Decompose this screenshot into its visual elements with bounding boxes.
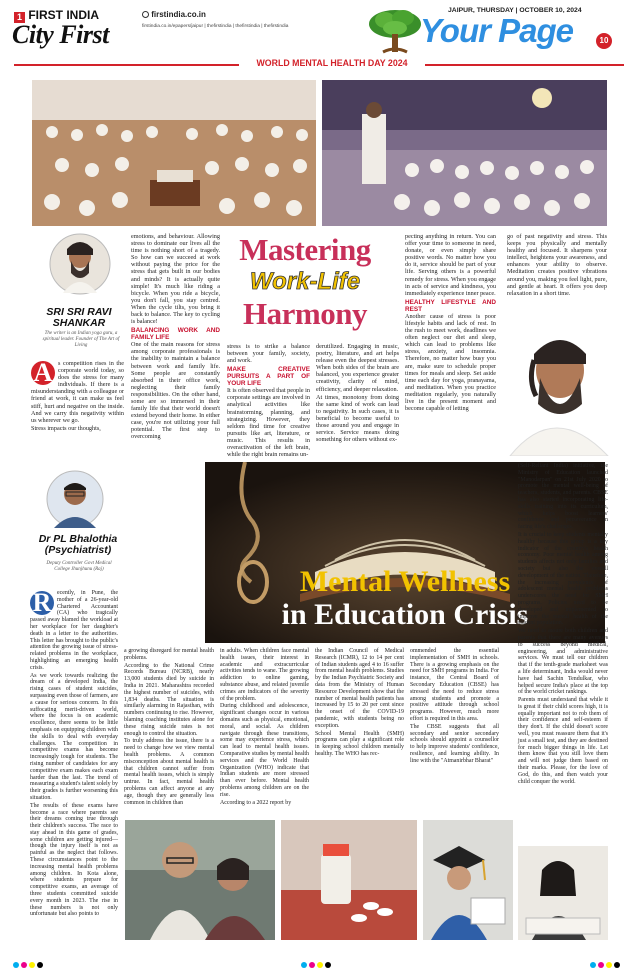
headline-mental-wellness-line-2: in Education Crisis: [281, 598, 529, 631]
section-title: City First: [12, 20, 109, 49]
brand-name: FIRST INDIA: [28, 8, 100, 22]
article2-column-3: [220, 648, 309, 807]
photo-elderly-couple: [125, 820, 275, 940]
banner-rule-right: [425, 64, 624, 66]
paragraph: It is often observed that people in corporate settings are involved in analytical activities like brainstorming, planning, and strategizing. However, they seldom find time for creative pursuits like art, literature, or music. This results in overactivation of the left brain, while the right brain remains un-: [227, 387, 310, 459]
article2-column-1: [30, 590, 118, 919]
headline-mental-wellness-line-1: Mental Wellness: [299, 565, 511, 598]
paragraph: the Indian Council of Medical Research (ICMR), 12 to 14 per cent of Indian students aged 4 to 16 suffer from mental health problems. Studies by the Indian Psychiatric Society and data from the Ministry of Human Resource Development show that the number of mental health patients has increased by 15 to 20 per cent since the onset of the COVID-19 pandemic, with students being no exception.: [315, 648, 404, 729]
headline-line-2: Work-Life: [249, 268, 361, 295]
author-portrait-bhalothia: [46, 470, 104, 528]
subhead: BALANCING WORK AND FAMILY LIFE: [131, 327, 220, 342]
paragraph: It is crucial to keep students mentally healthy because this group is a key indicator of the country's health economy. Poor mental health among students affects not only families and society but also the overall development of the nation. Therefore, the increasing prevalence of adolescent mental health problems underscores the need for SMH programs. Policies need to be developed and implemented to improve the mental health of the student population.: [518, 531, 608, 627]
headline-line-1: Mastering: [239, 232, 371, 267]
paragraph: One of the main reasons for stress among corporate professionals is the inability to maintain a balance between work and family life. Some people are constantly absorbed in their office work, neglecting their family responsibilities. On the other hand, some are so immersed in their family life that their world doesn't extend beyond their home. In either case, you're not utilizing your full potential. The first step to overcoming: [131, 341, 220, 441]
photo-speaker-crowd: [322, 80, 607, 226]
article1-column-3: [227, 343, 310, 459]
paragraph: ommended the essential implementation of SMH in schools. There is a growing emphasis on the need for SMH programs in India. For instance, the Central Board of Secondary Education (CBSE) has stressed the need to reduce stress among students and promote a positive attitude through school programs. However, much more effort is required in this area.: [410, 648, 499, 722]
paragraph: Another cause of stress is poor lifestyle habits and lack of rest. In the rush to meet work, deadlines we often neglect our diet and sleep, which can lead to problems like stress, anxiety, and insomnia. Therefore, no matter how busy you are, make sure to schedule proper times for meals and sleep. Set aside time each day for yoga, pranayama, and meditation. When you practice meditation regularly, you naturally live in the present moment and become capable of letting: [405, 312, 496, 413]
paragraph: emotions, and behaviour. Allowing stress to dominate our lives all the time is nothing short of a tragedy. So how can we succeed at work without paying the price for the stress that gets built in our bodies and minds? It is actually quite simple! It's much like riding a bicycle. When you ride a bicycle, you don't fall, you stay centred. When the cycle tilts, you bring it back to balance. The key to cycling is balance!: [131, 233, 220, 326]
paragraph: We need to assure both children and parents that there are many avenues to success beyond medical, engineering, and administrative services. We must tell our children that if the tenth-grade marksheet was a life determinant, India would never have had Sachin Tendulkar, who helped secure India's place at the top of the world cricket rankings.: [518, 628, 608, 696]
paragraph: in adults. When children face mental health issues, their interest in academic and extracurricular activities tends to wane. The growing addiction to online gaming, substance abuse, and related juvenile crimes are indicators of the severity of the problem.: [220, 648, 309, 702]
paragraph: s competition rises in the corporate world today, so does the stress for many individuals. If there is a misunderstanding with a colleague or friend at work, it can make us feel stiff, hurt and negative on the inside. And we carry this negativity within us wherever we go.: [31, 360, 124, 424]
article2-column-2: [124, 648, 214, 807]
globe-icon: [142, 11, 149, 18]
author-name-ravi-shankar: SRI SRI RAVI SHANKAR: [46, 306, 112, 329]
paragraph: During childhood and adolescence, significant changes occur in various domains such as physical, emotional, moral, and social. As children navigate through these transitions, some may experience stress, which can lead to mental health issues. Comparative studies by mental health services and the World Health Organization (WHO) indicate that Indian students are more stressed than ever before. Mental health problems among children are on the rise.: [220, 703, 309, 798]
article1-column-1: [31, 360, 124, 433]
date-line: JAIPUR, THURSDAY | OCTOBER 10, 2024: [448, 7, 582, 14]
article1-column-5: [405, 233, 496, 413]
photo-meditation-hall: [32, 80, 316, 226]
page-number-badge: 10: [596, 33, 612, 49]
paragraph: ecently, in Pune, the mother of a 26-year-old Chartered Accountant (CA) who tragically passed away blamed the workload at her workplace for her daughter's death in a letter to the authorities. This letter has brought to the public's attention the growing issue of stress-related problems in the workplace, highlighting an emerging health crisis.: [30, 590, 118, 671]
social-links[interactable]: firstindia.co.in/epapers/jaipur | thefirstindia | thefirstindia | thefirstindia: [142, 24, 289, 29]
headline-line-3: Harmony: [243, 296, 367, 331]
website-link[interactable]: firstindia.co.in: [151, 10, 206, 19]
paragraph: According to a 2022 report by: [220, 799, 292, 806]
author-bio-ravi-shankar: The writer is an Indian yoga guru, a spiritual leader. Founder of The Art of Living: [42, 331, 120, 348]
paragraph: go of past negativity and stress. This keeps you physically and mentally healthy and focused. It sharpens your intellect, heightens your awareness, and enhances your ability to observe. Meditation creates positive vibrations around you, making you feel light, pure, and gentle at heart. It offers you deep relaxation in a short time.: [507, 233, 607, 297]
banner-text: WORLD MENTAL HEALTH DAY 2024: [256, 58, 408, 68]
subhead: MAKE CREATIVE PURSUITS A PART OF YOUR LIFE: [227, 366, 310, 388]
website-line: [142, 10, 206, 19]
paragraph: derutilized. Engaging in music, poetry, literature, and art helps release even the deepest stresses. When both sides of the brain are balanced, you experience greater creativity, clarity of mind, efficiency, and deeper relaxation.: [316, 343, 399, 393]
paragraph: School Mental Health (SMH) programs can play a significant role in keeping school children mentally healthy. The WHO has rec-: [315, 730, 404, 757]
paragraph: Parents must understand that while it is great if their child scores high, it is equally important not to rob them of their confidence and self-esteem if they don't. If the child doesn't score well, you must reassure them that it's just a small test, and they are destined for much bigger things in life. Let them know that you still love them and will not judge them based on their marks. Please, for the love of God, do this, and then watch your child conquer the world.: [518, 697, 608, 785]
article2-column-5: [410, 648, 499, 766]
paragraph: Stress impacts our thoughts,: [31, 424, 101, 432]
paragraph: According to the National Crime Records Bureau (NCRB), nearly 13,000 students died by suicide in India in 2021. Maharashtra recorded the highest number of suicides, with 1,834 deaths. The situation is similarly alarming in Rajasthan, with numbers continuing to rise. However, blaming coaching institutes alone for these rising suicide rates is not enough to control the situation.: [124, 662, 214, 737]
footer-color-dots-center: [301, 955, 331, 969]
author-bio-bhalothia: Deputy Controller Govt Medical College Jhunjhunu (Raj): [46, 561, 112, 572]
page-title: Your Page: [420, 12, 573, 49]
article1-column-6: [507, 233, 607, 298]
article1-headline: [225, 232, 385, 342]
paragraph: stress is to strike a balance between your family, society, and work.: [227, 343, 310, 365]
article2-column-4: [315, 648, 404, 759]
photo-medication: [281, 820, 417, 940]
paragraph: The results of these exams have become a race where parents see their dreams coming true through their children's success. The race to stay ahead in this game of grades, some children are getting injured—though the injury itself is not as painful as the neglect that follows. These circumstances point to the increasing mental health problems among children. In Kota alone, where students prepare for competitive exams, an average of three students committed suicide every month in 2023. The rise in these numbers is not only unfortunate but also points to: [30, 802, 118, 918]
paragraph: As we work towards realizing the dream of a developed India, the rising cases of student suicides, surpassing even those of farmers, are a cause for serious concern. In this suffocating merit-driven world, where the focus is on academic excellence, there seems to be little emphasis on equipping children with the skills to deal with everyday challenges. The competition in competitive exams has become increasingly tough for students. The rising number of candidates for any competitive exam makes each exam harder than the last. The trend of measuring a student's talent solely by their grades is further worsening this situation.: [30, 672, 118, 801]
paragraph: At times, monotony from doing the same kind of work can lead to negativity. In such cases, it is beneficial to become useful to those around you and engage in service. Service means doing something for others without ex-: [316, 393, 399, 444]
banner-rule-left: [14, 64, 239, 66]
tree-brain-icon: [365, 8, 425, 56]
dropcap: R: [30, 591, 54, 615]
brand-logo-mark-icon: 1: [14, 12, 25, 23]
paragraph: (Self-Reliant India) initiative, the Ministry of Education launched "Manodarpan" on 21st July 2020 to promote the mental well-being of teachers, students, and parents. CBSE has also started incorporating life-skills training into its curriculum, which helps boost learners' confidence and perseverance in facing life's challenges.: [518, 463, 608, 531]
article1-column-4: [316, 343, 399, 444]
photo-stressed-student: [423, 820, 513, 940]
footer-color-dots-right: [590, 955, 620, 969]
paragraph: To truly address the issue, there is a need to change how we view mental health problems. A common misconception about mental health is that children cannot suffer from mental health issues, which is simply untrue. In fact, mental health problems can affect anyone at any age, though they are generally less common in children than: [124, 738, 214, 806]
subhead: HEALTHY LIFESTYLE AND REST: [405, 298, 496, 313]
paragraph: The CBSE suggests that all secondary and senior secondary schools should appoint a counsellor to help improve students' confidence, resilience, and learning ability. In line with the "Atmanirbhar Bharat": [410, 723, 499, 764]
paragraph: pecting anything in return. You can offer your time to someone in need, donate, or even simply share positive words. No matter how you do it, service should be part of your life. Serving others is a powerful remedy for stress. When you engage in acts of service and kindness, you immediately experience inner peace.: [405, 233, 496, 297]
photo-ravi-shankar: [500, 320, 610, 456]
article2-column-6: [518, 463, 608, 786]
dropcap: A: [31, 361, 55, 385]
article1-column-2: [131, 233, 220, 442]
author-portrait-ravi-shankar: [49, 233, 111, 295]
photo-girl-studying: [518, 846, 608, 940]
footer-color-dots-left: [13, 955, 43, 969]
paragraph: a growing disregard for mental health problems.: [124, 648, 214, 661]
section-banner: [14, 58, 624, 71]
author-name-bhalothia: Dr PL Bhalothia (Psychiatrist): [38, 533, 118, 556]
masthead: [0, 0, 638, 76]
